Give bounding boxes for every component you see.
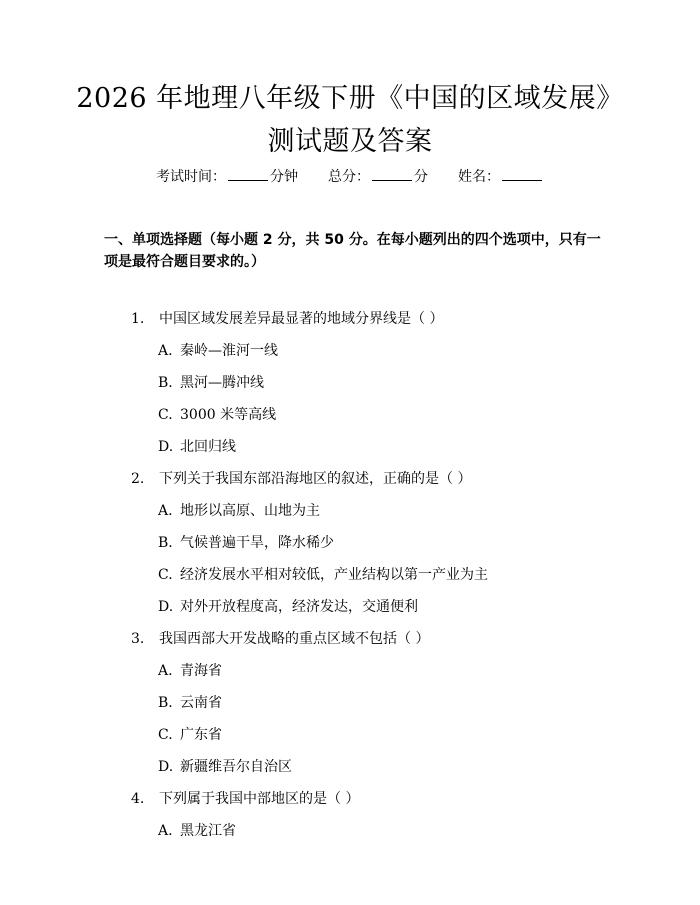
student-name-label: 姓名： [458,169,500,185]
option-text: 黑河—腾冲线 [180,375,264,391]
exam-time-unit: 分钟 [270,169,298,185]
option-text: 地形以高原、山地为主 [180,503,320,519]
question-2-option-a [158,501,320,521]
option-letter: A. [158,343,173,359]
option-letter: C. [158,727,173,743]
option-text: 青海省 [180,663,222,679]
question-number: 1. [131,311,145,327]
question-2-option-d [158,597,418,617]
option-text: 北回归线 [180,439,236,455]
question-4-option-a [158,821,236,841]
question-3 [131,629,429,649]
section-heading: 一、单项选择题（每小题 2 分，共 50 分。在每小题列出的四个选项中，只有一项是最符合题目要求的。） [104,232,601,270]
question-text: 下列属于我国中部地区的是（ ） [159,791,360,807]
option-letter: B. [158,535,173,551]
option-text: 3000 米等高线 [180,407,277,423]
option-text: 秦岭—淮河一线 [180,343,278,359]
option-text: 经济发展水平相对较低，产业结构以第一产业为主 [180,567,488,583]
exam-time-field [156,167,298,187]
option-letter: C. [158,407,173,423]
exam-title-line-2: 测试题及答案 [267,126,433,157]
exam-time-label: 考试时间： [156,169,226,185]
question-4 [131,789,359,809]
option-text: 新疆维吾尔自治区 [180,759,292,775]
option-letter: B. [158,695,173,711]
total-score-label: 总分： [328,169,370,185]
question-3-option-a [158,661,222,681]
question-number: 2. [131,471,145,487]
option-text: 云南省 [180,695,222,711]
question-1-option-d [158,437,236,457]
question-1-option-a [158,341,278,361]
question-number: 3. [131,631,145,647]
question-1-option-c [158,405,276,425]
option-letter: D. [158,599,174,615]
option-text: 对外开放程度高，经济发达，交通便利 [180,599,418,615]
total-score-unit: 分 [414,169,428,185]
option-letter: A. [158,503,173,519]
total-score-blank [372,167,412,181]
question-text: 中国区域发展差异最显著的地域分界线是（ ） [159,311,444,327]
option-letter: C. [158,567,173,583]
option-letter: B. [158,375,173,391]
question-2-option-b [158,533,334,553]
student-name-field [458,167,544,187]
option-letter: D. [158,439,174,455]
exam-time-blank [228,167,268,181]
option-letter: A. [158,823,173,839]
option-text: 黑龙江省 [180,823,236,839]
option-letter: D. [158,759,174,775]
exam-info-row [0,167,700,187]
total-score-field [328,167,428,187]
question-3-option-b [158,693,222,713]
question-3-option-c [158,725,222,745]
question-3-option-d [158,757,292,777]
exam-title-line-1: 2026 年地理八年级下册《中国的区域发展》 [76,83,624,114]
student-name-blank [502,167,542,181]
option-text: 广东省 [180,727,222,743]
question-2 [131,469,471,489]
question-number: 4. [131,791,145,807]
question-2-option-c [158,565,488,585]
question-1 [131,309,443,329]
question-1-option-b [158,373,264,393]
option-text: 气候普遍干旱，降水稀少 [180,535,334,551]
option-letter: A. [158,663,173,679]
question-text: 下列关于我国东部沿海地区的叙述，正确的是（ ） [159,471,472,487]
question-text: 我国西部大开发战略的重点区域不包括（ ） [159,631,430,647]
